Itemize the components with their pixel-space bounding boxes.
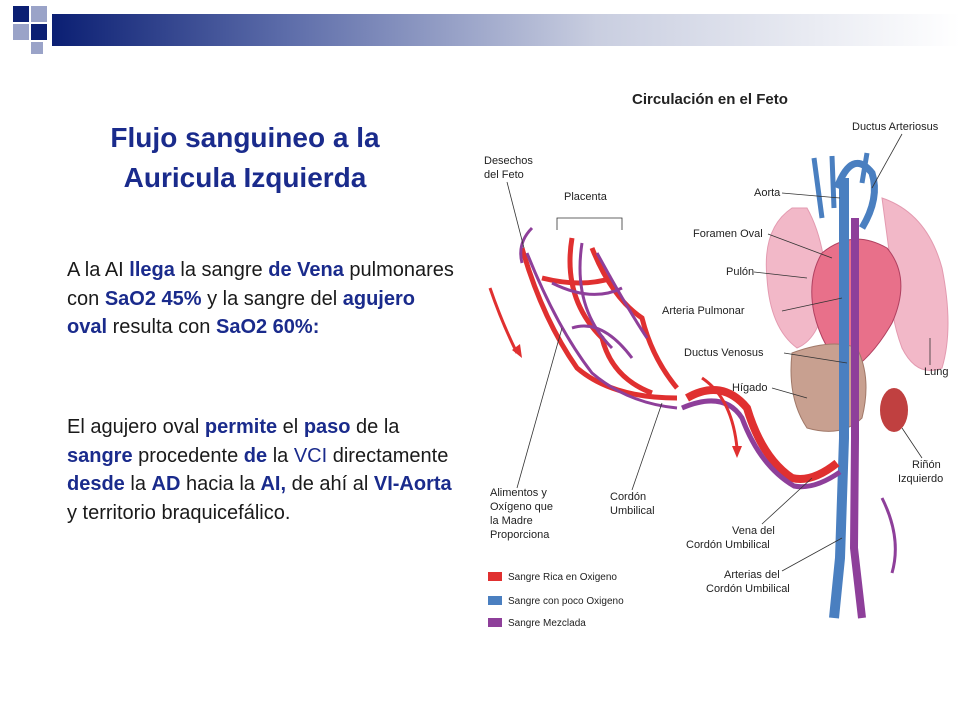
label-desechos-2: del Feto — [484, 169, 524, 181]
cord-flow-arrowhead — [732, 446, 742, 458]
label-arteria-pulmonar: Arteria Pulmonar — [662, 305, 745, 317]
highlighted-term: SaO2 60%: — [215, 316, 320, 338]
highlighted-term: desde — [67, 473, 125, 495]
legend-swatch-low-oxygen — [488, 596, 502, 605]
paragraph-text-run: y territorio braquicefálico. — [67, 501, 291, 524]
highlighted-term: AD — [151, 473, 181, 495]
legend-label-mixed: Sangre Mezclada — [508, 618, 586, 629]
paragraph-text-run: de ahí al — [286, 473, 374, 495]
label-ductus-arteriosus: Ductus Arteriosus — [852, 121, 939, 133]
paragraph-text-run: hacia la — [180, 473, 261, 495]
paragraph-text-run: la sangre — [174, 259, 269, 281]
label-rinon-1: Riñón — [912, 459, 941, 471]
paragraph-text-run: y la sangre del — [201, 287, 343, 310]
highlighted-term: AI, — [260, 473, 287, 495]
placenta-flow-arrow-left — [490, 288, 517, 353]
highlighted-term: VCI — [293, 444, 328, 467]
header-decoration — [0, 0, 960, 52]
label-alimentos-2: Oxígeno que — [490, 501, 553, 513]
label-ductus-venosus: Ductus Venosus — [684, 347, 764, 359]
legend-swatch-mixed — [488, 618, 502, 627]
paragraph-text-run: la — [124, 473, 152, 495]
highlighted-term: llega — [129, 259, 175, 281]
fetal-circulation-diagram — [462, 78, 960, 638]
highlighted-term: de — [243, 444, 268, 467]
label-cordon-1: Cordón — [610, 491, 647, 503]
label-foramen-oval: Foramen Oval — [693, 228, 763, 240]
header-square-3 — [13, 24, 29, 40]
label-placenta: Placenta — [564, 191, 607, 203]
kidney-shape — [880, 388, 908, 432]
paragraph-llega — [67, 256, 457, 342]
highlighted-term: agujero oval — [67, 287, 415, 338]
legend-label-low-oxygen: Sangre con poco Oxigeno — [508, 596, 624, 607]
label-vena-2: Cordón Umbilical — [686, 539, 770, 551]
label-lung: Lung — [924, 366, 949, 378]
slide-title — [40, 118, 450, 198]
header-gradient-bar — [52, 14, 960, 46]
legend-swatch-oxygen-rich — [488, 572, 502, 581]
label-arterias-2: Cordón Umbilical — [706, 583, 790, 595]
highlighted-term: sangre — [67, 444, 133, 467]
paragraph-text-run: el — [277, 416, 304, 438]
highlighted-term: SaO2 45% — [104, 287, 202, 310]
paragraph-text-run: resulta con — [107, 316, 216, 338]
label-arterias-1: Arterias del — [724, 569, 780, 581]
paragraph-text-run: pulmonares con — [67, 259, 454, 310]
label-vena-1: Vena del — [732, 525, 775, 537]
highlighted-term: de Vena — [268, 259, 344, 281]
lower-flow-arrow — [882, 498, 895, 573]
highlighted-term: VI-Aorta — [373, 473, 452, 495]
header-square-1 — [13, 6, 29, 22]
paragraph-text-run: El agujero oval — [67, 416, 205, 438]
highlighted-term: permite — [204, 416, 278, 438]
label-desechos-1: Desechos — [484, 155, 533, 167]
label-alimentos-4: Proporciona — [490, 529, 550, 541]
label-pulon: Pulón — [726, 266, 755, 278]
label-alimentos-3: la Madre — [490, 515, 533, 527]
fetal-circulation-svg — [462, 78, 960, 638]
paragraph-text-run: A la AI — [67, 259, 130, 281]
legend-label-oxygen-rich: Sangre Rica en Oxigeno — [508, 572, 617, 583]
slide-title-line2: Auricula Izquierda — [123, 162, 367, 193]
header-square-4 — [31, 24, 47, 40]
paragraph-text-run: de la — [350, 416, 400, 438]
diagram-title: Circulación en el Feto — [632, 91, 788, 108]
header-square-5 — [31, 42, 43, 54]
label-higado: Hígado — [732, 382, 768, 394]
paragraph-agujero-oval — [67, 413, 457, 527]
header-square-2 — [31, 6, 47, 22]
paragraph-text-run: procedente — [132, 444, 244, 467]
label-aorta: Aorta — [754, 187, 781, 199]
paragraph-text-run: directamente — [327, 444, 449, 467]
highlighted-term: paso — [303, 416, 351, 438]
label-cordon-2: Umbilical — [610, 505, 655, 517]
label-alimentos-1: Alimentos y — [490, 487, 547, 499]
paragraph-text-run: la — [267, 444, 294, 467]
placenta-red-vessels — [522, 238, 677, 398]
label-rinon-2: Izquierdo — [898, 473, 944, 485]
slide-title-line1: Flujo sanguineo a la — [110, 122, 380, 153]
